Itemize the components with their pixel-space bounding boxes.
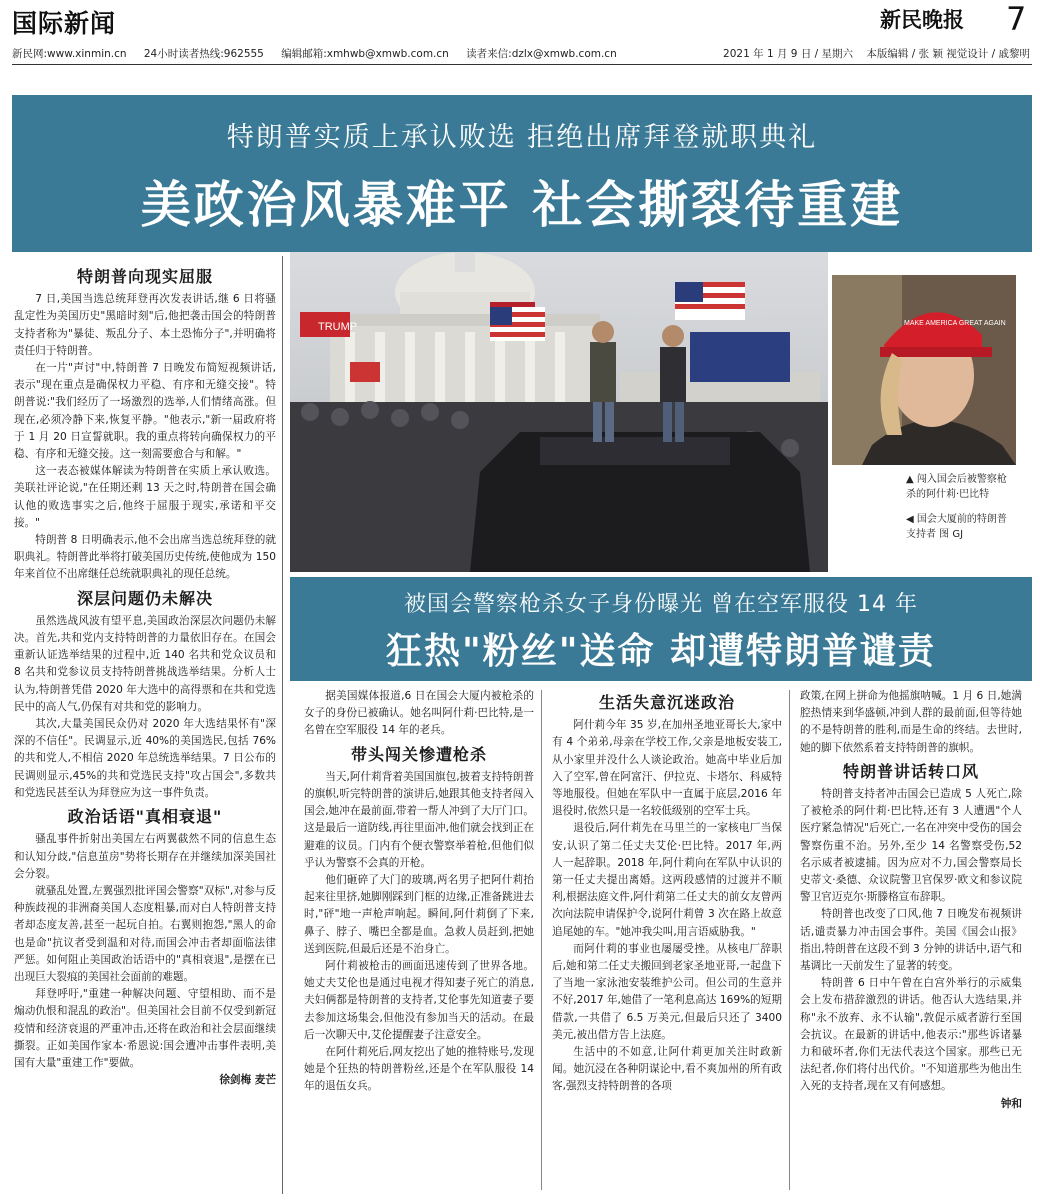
paragraph: 拜登呼吁,"重建一种解决问题、守望相助、而不是煽动仇恨和混乱的政治"。但美国社会目前不仅受到新冠疫情和经济衰退的严重冲击,还将在政治和社会层面继续撕裂。正如美国作家本·希恩说:国会遭冲击事件表明,美国有大量"重建工作"要做。 [14, 988, 276, 1069]
main-headline: 美政治风暴难平 社会撕裂待重建 [140, 176, 904, 234]
column-divider [541, 690, 542, 1190]
section-heading: 带头闯关惨遭枪杀 [350, 744, 487, 764]
paragraph: 骚乱事件折射出美国左右两翼截然不同的信息生态和认知分歧,"信息茧房"势将长期存在并继续加深美国社会分裂。 [14, 833, 276, 880]
middle-column-1 [304, 688, 534, 1193]
flag-text: TRUMP [318, 321, 358, 333]
byline: 徐剑梅 麦芒 [219, 1074, 276, 1087]
paragraph: 就骚乱处置,左翼强烈批评国会警察"双标",对参与反种族歧视的非洲裔美国人态度粗暴,而对白人特朗普支持者却态度友善,甚至一起玩自拍。右翼则抱怨,"黑人的命也是命"抗议者受到温和对待,而国会冲击者却面临法律严惩。如何阻止美国政治话语中的"真相衰退",是摆在已出现巨大裂痕的美国社会面前的难题。 [14, 884, 276, 983]
portrait-photo [832, 275, 1016, 465]
paragraph: 在阿什莉死后,网友挖出了她的推特账号,发现她是个狂热的特朗普粉丝,还是个在军队服役 14 年的退伍女兵。 [304, 1046, 534, 1093]
portrait-illustration [832, 275, 1016, 465]
paragraph: 其次,大量美国民众仍对 2020 年大选结果怀有"深深的不信任"。民调显示,近 40%的美国选民,包括 76%的共和党人,不相信 2020 年总统选举结果。7 日公布的民调则显示,45%的共和党选民支持"攻占国会",多数共和党选民甚至认为拜登应为这一事件负责。 [14, 718, 276, 799]
section-name: 国际新闻 [12, 9, 117, 38]
paragraph: 特朗普也改变了口风,他 7 日晚发布视频讲话,谴责暴力冲击国会事件。美国《国会山报》指出,特朗普在这段不到 3 分钟的讲话中,语气和基调比一天前发生了显著的转变。 [800, 908, 1022, 973]
section-heading: 特朗普讲话转口风 [842, 761, 979, 781]
main-subtitle: 特朗普实质上承认败选 拒绝出席拜登就职典礼 [226, 122, 818, 153]
sub-subtitle: 被国会警察枪杀女子身份曝光 曾在空军服役 14 年 [404, 592, 918, 617]
letters-email-link[interactable]: 读者来信:dzlx@xmwb.com.cn [466, 48, 617, 60]
paragraph: 退役后,阿什莉先在马里兰的一家核电厂当保安,认识了第二任丈夫艾伦·巴比特。2017 年,两人一起辞职。2018 年,阿什莉向在军队中认识的第一任丈夫提出离婚。这两段感情的过渡并不顺利,根据法庭文件,阿什莉第二任丈夫的前女友曾两次向法院申请保护令,说阿什莉曾 3 次在路上故意追尾她的车。"她冲我尖叫,用言语威胁我。" [552, 822, 782, 938]
byline: 钟和 [1000, 1097, 1022, 1110]
caption-portrait: ▲ 闯入国会后被警察枪杀的阿什莉·巴比特 [906, 474, 1007, 500]
website-link[interactable]: 新民网:www.xinmin.cn [12, 48, 127, 60]
section-heading: 生活失意沉迷政治 [598, 693, 735, 712]
sub-banner [290, 577, 1032, 681]
page-number: 7 [1006, 0, 1027, 38]
masthead [0, 0, 1040, 44]
section-heading: 政治话语"真相衰退" [67, 807, 223, 827]
paragraph: 据美国媒体报道,6 日在国会大厦内被枪杀的女子的身份已被确认。她名叫阿什莉·巴比特,是一名曾在空军服役 14 年的老兵。 [304, 690, 534, 737]
section-heading: 深层问题仍未解决 [76, 588, 213, 608]
paragraph: 特朗普 8 日明确表示,他不会出席当选总统拜登的就职典礼。特朗普此举将打破美国历史传统,使他成为 150 年来首位不出席继任总统就职典礼的现任总统。 [14, 534, 276, 581]
caption-capitol: ◀ 国会大厦前的特朗普支持者 图 GJ [906, 514, 1007, 540]
header-rule [12, 64, 1032, 65]
paragraph: 阿什莉被枪击的画面迅速传到了世界各地。她丈夫艾伦也是通过电视才得知妻子死亡的消息,夫妇俩都是特朗普的支持者,艾伦事先知道妻子要去参加这场集会,但他没有参加当天的活动。在最后一次聊天中,艾伦提醒妻子注意安全。 [304, 960, 534, 1041]
paragraph: 阿什莉今年 35 岁,在加州圣地亚哥长大,家中有 4 个弟弟,母亲在学校工作,父亲是地板安装工,从小家里并没什么人谈论政治。她高中毕业后加入了空军,曾在阿富汗、伊拉克、卡塔尔、科威特等地服役。但她在军队中一直属于底层,2016 年退役时,依然只是一名较低级别的空军士兵。 [552, 719, 782, 818]
hat-slogan: MAKE AMERICA GREAT AGAIN [904, 320, 1006, 327]
paragraph: 7 日,美国当选总统拜登再次发表讲话,继 6 日将骚乱定性为美国历史"黑暗时刻"后,他把袭击国会的特朗普支持者称为"暴徒、叛乱分子、本土恐怖分子",并明确将责任归于特朗普。 [14, 293, 276, 357]
paragraph: 特朗普 6 日中午曾在白宫外举行的示威集会上发布措辞激烈的讲话。他否认大选结果,并称"永不放弃、永不认输",敦促示威者游行至国会抗议。在最新的讲话中,他表示:"那些诉诸暴力和破坏者,你们无法代表这个国家。那些已无法纪者,你们将付出代价。"不知道那些为他出生入死的支持者,现在又有何感想。 [800, 977, 1022, 1093]
paragraph: 这一表态被媒体解读为特朗普在实质上承认败选。美联社评论说,"在任期还剩 13 天之时,特朗普在国会确认他的败选事实之后,他终于屈服于现实,承诺和平交接。" [14, 465, 276, 529]
section-heading: 特朗普向现实屈服 [76, 267, 213, 286]
paper-name: 新民晚报 [880, 7, 964, 32]
column-divider [789, 690, 790, 1190]
paragraph: 政策,在网上拼命为他摇旗呐喊。1 月 6 日,她满腔热情来到华盛顿,冲到人群的最前面,但等待她的不是特朗普的胜利,而是生命的终结。去世时,她的脚下依然系着支持特朗普的旗帜。 [800, 690, 1022, 754]
capitol-photo-illustration [290, 252, 828, 572]
main-banner [12, 95, 1032, 252]
paragraph: 当天,阿什莉背着美国国旗包,披着支持特朗普的旗帜,听完特朗普的演讲后,她跟其他支持者闯入国会,她冲在最前面,带着一帮人冲到了大厅门口。这是最后一道防线,再往里面冲,他们就会找到正在避难的议员。门内有个便衣警察举着枪,但他们似乎认为警察不会真的开枪。 [304, 770, 534, 869]
paragraph: 生活中的不如意,让阿什莉更加关注时政新闻。她沉浸在各种阴谋论中,看不爽加州的所有政客,强烈支持特朗普的各项 [552, 1046, 782, 1093]
issue-date: 2021 年 1 月 9 日 / 星期六 [723, 48, 854, 60]
left-article [14, 262, 276, 1192]
info-bar-right [723, 46, 1030, 61]
paragraph: 在一片"声讨"中,特朗普 7 日晚发布简短视频讲话,表示"现在重点是确保权力平稳、有序和无缝交接"。特朗普说:"我们经历了一场激烈的选举,人们情绪高涨。但现在,必须冷静下来,恢复平静。"他表示,"新一届政府将于 1 月 20 日宣誓就职。我的重点将转向确保权力的平稳、有序和无缝交接。这一刻需要愈合与和解。" [14, 362, 276, 461]
paragraph: 虽然选战风波有望平息,美国政治深层次问题仍未解决。首先,共和党内支持特朗普的力量依旧存在。在国会重新认证选举结果的过程中,近 140 名共和党众议员和 8 名共和党参议员支持特朗普挑战选举结果。分析人士认为,特朗普凭借 2020 年大选中的高得票和在共和党选民中的高人气,仍保有对共和党的影响力。 [14, 614, 276, 713]
middle-column-3 [800, 688, 1022, 1193]
sub-headline: 狂热"粉丝"送命 却遭特朗普谴责 [385, 631, 937, 672]
editor-email-link[interactable]: 编辑邮箱:xmhwb@xmwb.com.cn [281, 48, 449, 60]
middle-column-2 [552, 688, 782, 1193]
photo-captions [906, 472, 1016, 552]
capitol-photo [290, 252, 828, 572]
paragraph: 他们砸碎了大门的玻璃,两名男子把阿什莉抬起来往里挤,她脚刚踩到门框的边缘,正准备跳进去时,"砰"地一声枪声响起。瞬间,阿什莉倒了下来,鼻子、脖子、嘴巴全都是血。急救人员赶到,把她送到医院,但最后还是不治身亡。 [304, 874, 534, 955]
paragraph: 特朗普支持者冲击国会已造成 5 人死亡,除了被枪杀的阿什莉·巴比特,还有 3 人遭遇"个人医疗紧急情况"后死亡,一名在冲突中受伤的国会警察伤重不治。另外,至少 14 名警察受伤,52 名示威者被逮捕。因为应对不力,国会警察局长史蒂文·桑德、众议院警卫官保罗·欧文和参议院警卫官迈克尔·斯滕格宣布辞职。 [800, 788, 1022, 904]
editor-credits: 本版编辑 / 张 颖 视觉设计 / 戚黎明 [866, 48, 1030, 60]
column-divider [282, 256, 283, 1194]
paragraph: 而阿什莉的事业也屡屡受挫。从核电厂辞职后,她和第二任丈夫搬回到老家圣地亚哥,一起盘下了当地一家泳池安装维护公司。但公司的生意并不好,2017 年,她借了一笔利息高达 169%的短期借款,一共借了 6.5 万美元,但最后只还了 3400 美元,被出借方告上法庭。 [552, 942, 782, 1041]
hotline-text: 24小时读者热线:962555 [143, 48, 264, 60]
